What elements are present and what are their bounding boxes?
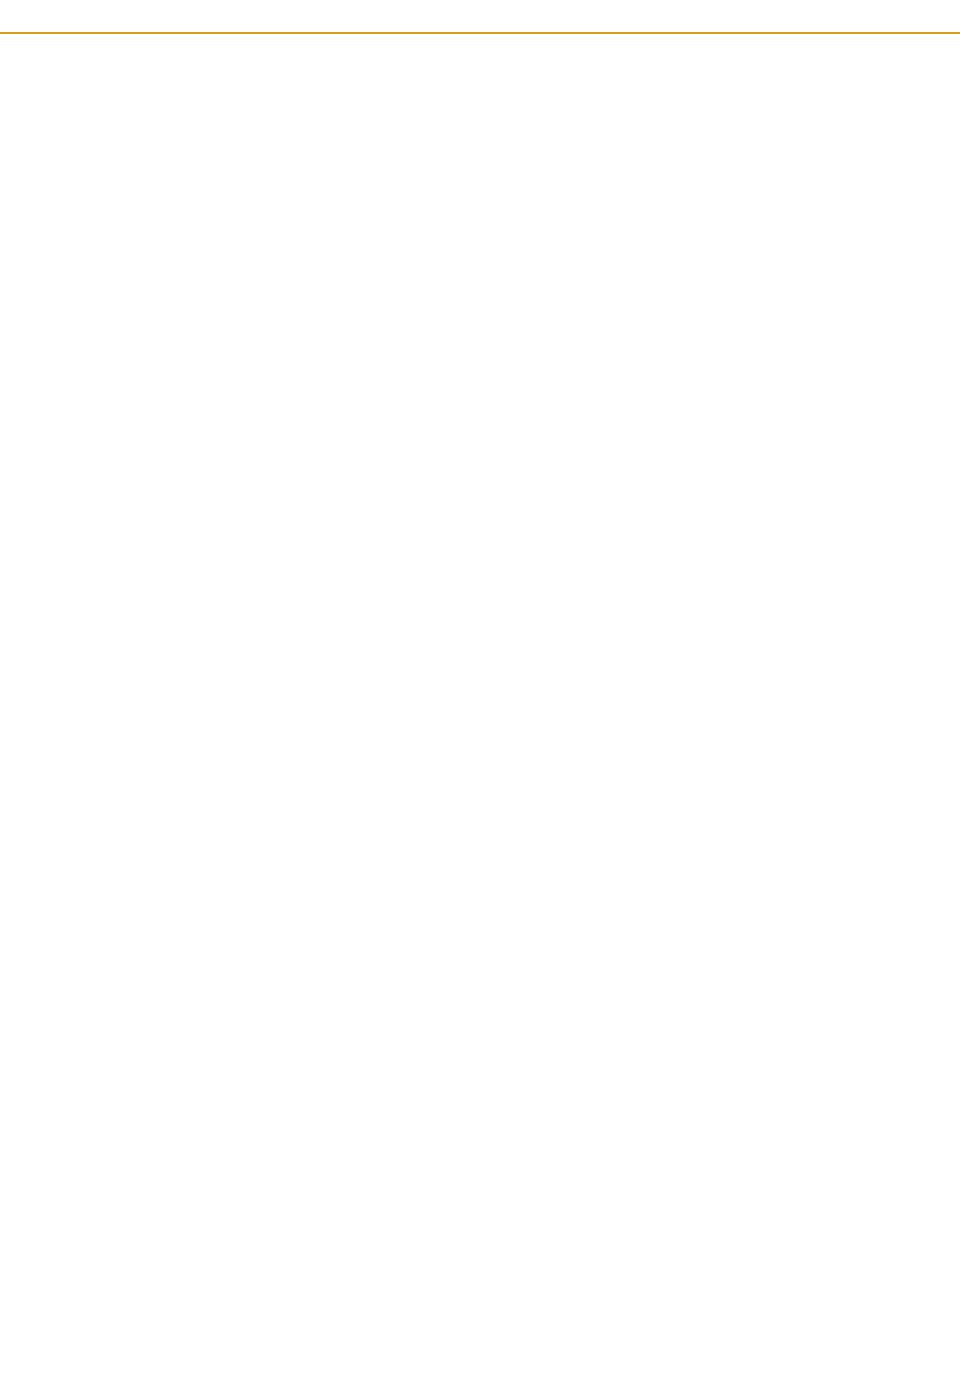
header-divider [0, 32, 960, 34]
page-header [0, 0, 960, 36]
